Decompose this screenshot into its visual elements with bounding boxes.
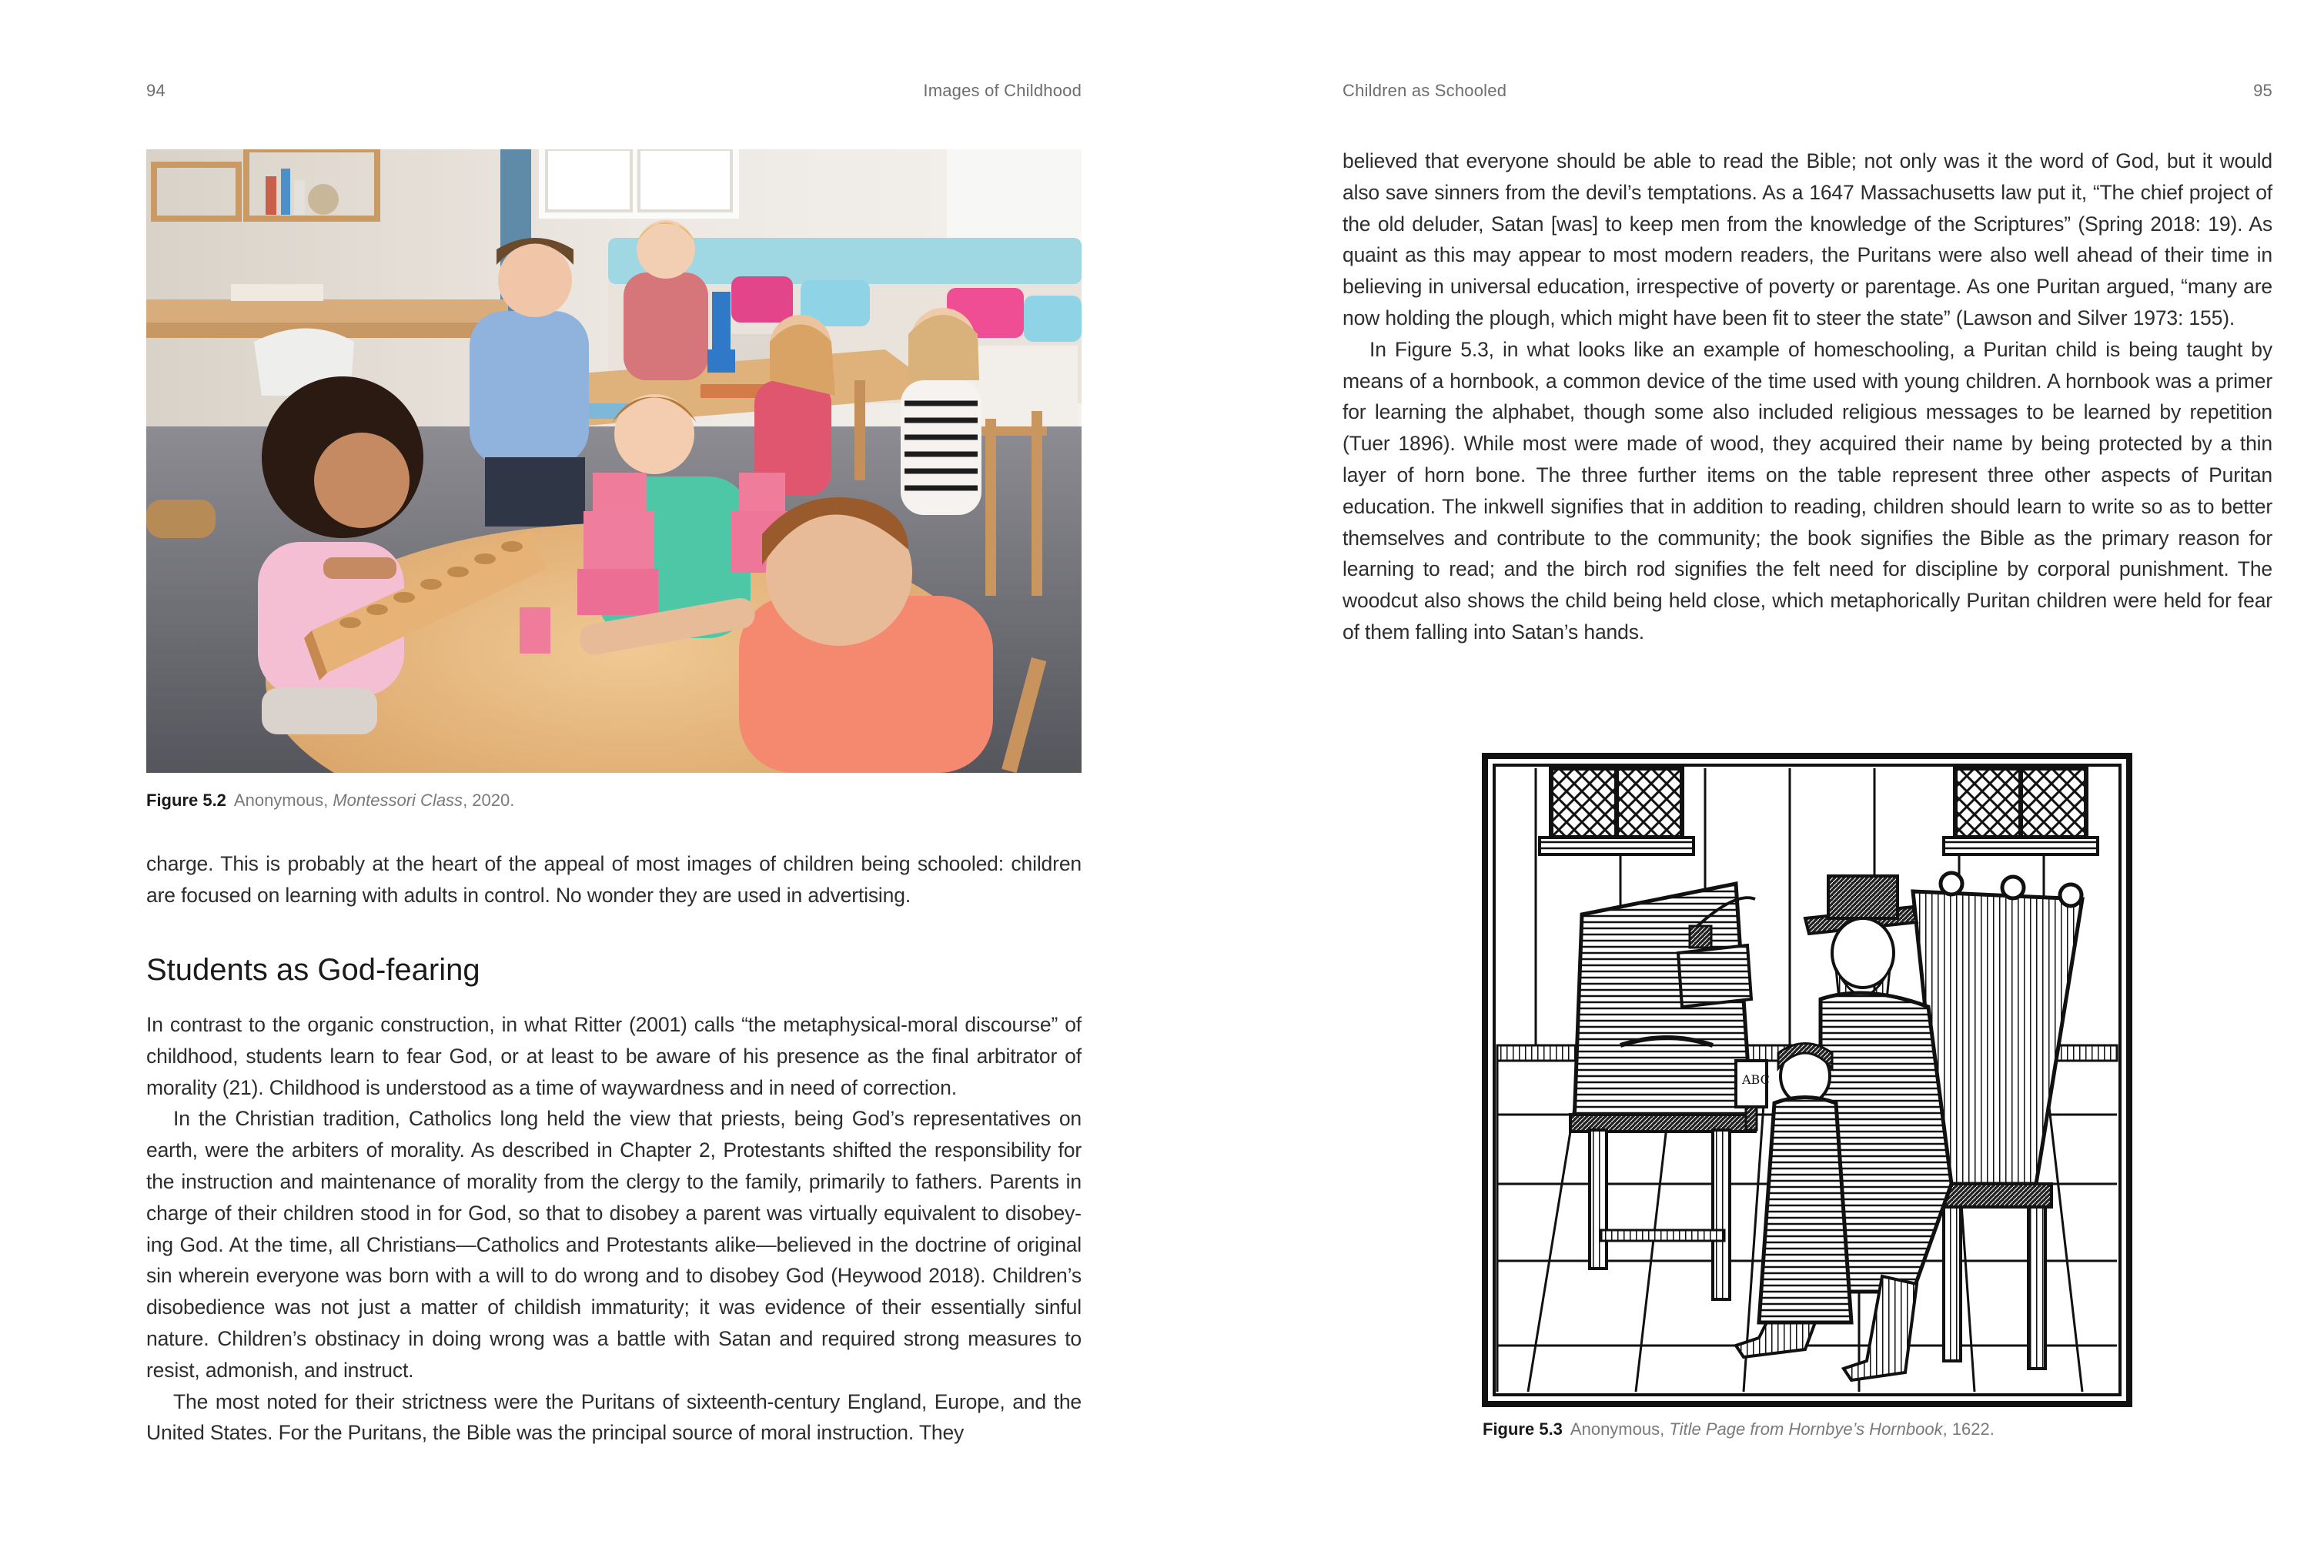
- figure-5-3-caption: [1483, 1419, 1995, 1439]
- page-number-right: 95: [2253, 81, 2272, 100]
- paragraph: believed that everyone should be able to read the Bible; not only was it the word of God, but it would also save sinners from the devil’s temptations. As a 1647 Massachusetts law put it, “The chief project of the old deluder, Satan [was] to keep men from the knowledge of the Scriptures” (Spring 2018: 19). As quaint as this may appear to most modern readers, the Puritans were also well ahead of their time in believing in universal education, irrespective of poverty or parentage. As one Puritan argued, “many are now holding the plough, which might have been fit to steer the state” (Lawson and Silver 1973: 155).: [1343, 149, 2272, 329]
- running-head-left: Images of Childhood: [923, 81, 1082, 100]
- figure-year: , 1622.: [1942, 1419, 1995, 1439]
- paragraph: In contrast to the organic construction, in what Ritter (2001) calls “the metaphysical-moral discourse” of childhood, students learn to fear God, or at least to be aware of his presence as the final arbitrator of morality (21). Childhood is understood as a time of waywardness and in need of correction.: [146, 1013, 1082, 1099]
- continued-paragraph: [146, 848, 1082, 911]
- section-heading: Students as God-fearing: [146, 953, 480, 987]
- figure-author: Anonymous,: [1570, 1419, 1665, 1439]
- paragraph: In Figure 5.3, in what looks like an example of homeschooling, a Puritan child is being taught by means of a hornbook, a common device of the time used with young children. A hornbook was a primer for learning the alphabet, though some also included religious messages to be learned by repetition (Tuer 1896). While most were made of wood, they acquired their name by being protected by a thin layer of horn bone. The three further items on the table represent three other aspects of Puritan education. The inkwell signifies that in addition to reading, children should learn to write so as to better themselves and contribute to the community; the book signifies the Bible as the primary reason for learning to read; and the birch rod signifies the felt need for discipline by corporal punishment. The woodcut also shows the child being held close, which metaphorically Puritan children were held for fear of them falling into Satan’s hands.: [1343, 337, 2272, 644]
- figure-label: Figure 5.2: [146, 791, 226, 810]
- figure-label: Figure 5.3: [1483, 1419, 1563, 1439]
- left-body-text: [146, 1009, 1082, 1449]
- right-body-text: [1343, 145, 2272, 648]
- figure-5-2-caption: [146, 791, 514, 811]
- montessori-class-photo: [146, 149, 1082, 773]
- paragraph: The most noted for their strictness were the Puritans of sixteenth-century England, Europe, and the United States. For the Puritans, the Bible was the principal source of moral instruction. They: [146, 1389, 1082, 1445]
- figure-author: Anonymous,: [233, 791, 329, 810]
- paragraph: In the Christian tradition, Catholics long held the view that priests, being God’s representatives on earth, were the arbiters of morality. As described in Chapter 2, Protestants shifted the responsibility for the instruction and maintenance of morality from the clergy to the family, primarily to fathers. Parents in charge of their children stood in for God, so that to disobey a parent was virtually equivalent to disobeying God. At the time, all Christians—Catholics and Protestants alike—believed in the doctrine of original sin wherein everyone was born with a will to do wrong and to disobey God (Heywood 2018). Children’s disobedience was not just a matter of childish immaturity; it was evidence of their essentially sinful nature. Children’s obstinacy in doing wrong was a battle with Satan and required strong measures to resist, admonish, and instruct.: [146, 1107, 1082, 1382]
- paragraph: charge. This is probably at the heart of the appeal of most images of children being schooled: children are focused on learning with adults in control. No wonder they are used in advertising.: [146, 852, 1082, 907]
- figure-title: Title Page from Hornbye’s Hornbook: [1669, 1419, 1943, 1439]
- svg-text:ABC: ABC: [1742, 1072, 1770, 1087]
- running-head-right: Children as Schooled: [1343, 81, 1507, 100]
- figure-year: , 2020.: [463, 791, 515, 810]
- figure-title: Montessori Class: [333, 791, 463, 810]
- page-number-left: 94: [146, 81, 166, 100]
- hornbook-woodcut: [1482, 753, 2132, 1407]
